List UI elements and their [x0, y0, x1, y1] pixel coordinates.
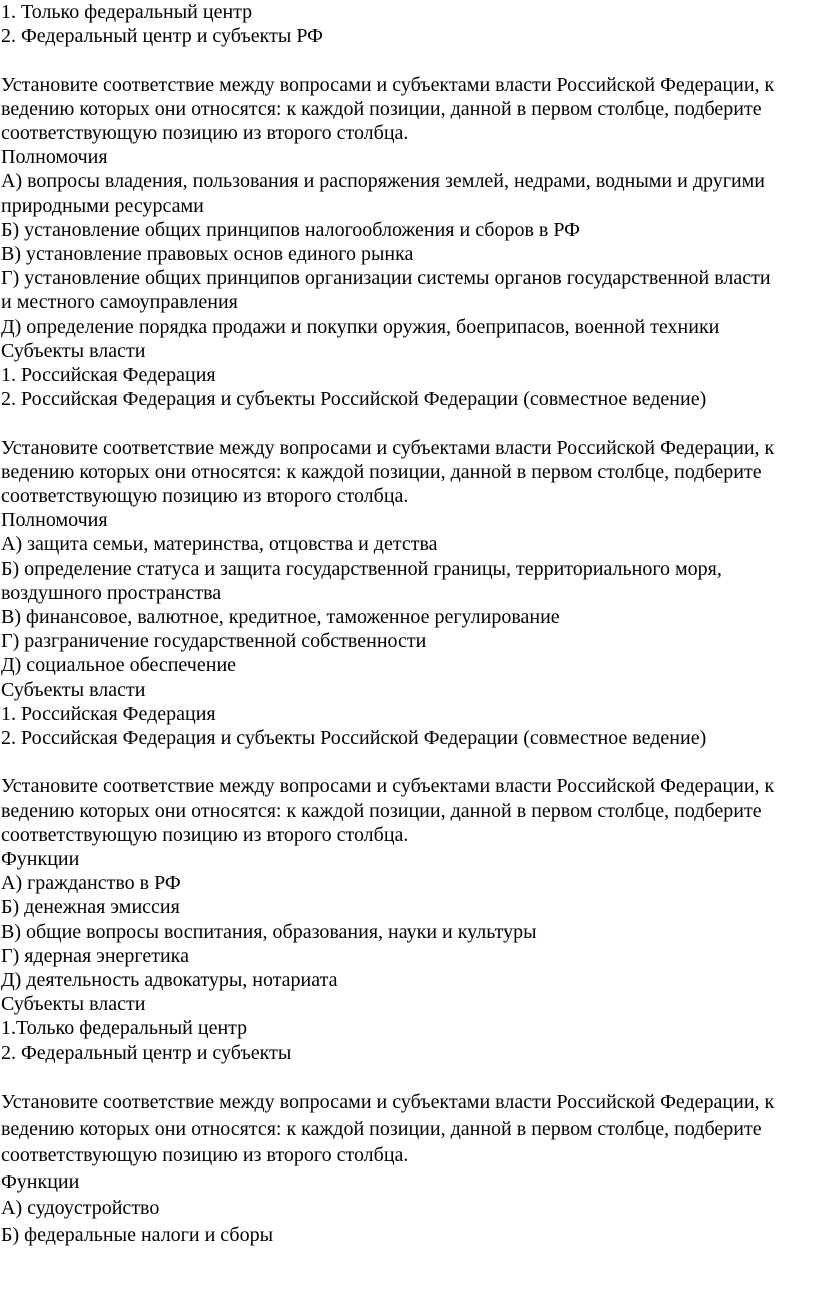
instruction-line: соответствующую позицию из второго столбца.	[1, 485, 409, 508]
blank-line	[1, 750, 816, 774]
option-line: 1. Российская Федерация	[1, 364, 216, 387]
task-4	[1, 1089, 816, 1248]
instruction-line: ведению которых они относятся: к каждой позиции, данной в первом столбце, подберите	[1, 97, 762, 120]
column2-title: Субъекты власти	[1, 993, 146, 1016]
item-line: и местного самоуправления	[1, 291, 238, 314]
item-line: Б) денежная эмиссия	[1, 896, 180, 919]
item-line: А) защита семьи, материнства, отцовства и детства	[1, 533, 438, 556]
instruction-line: Установите соответствие между вопросами и субъектами власти Российской Федерации, к	[1, 436, 775, 459]
subject-option: 1. Только федеральный центр	[1, 1, 253, 23]
item-line: Д) социальное обеспечение	[1, 654, 237, 677]
item-line: В) общие вопросы воспитания, образования, науки и культуры	[1, 920, 537, 943]
item-line: Г) установление общих принципов организации системы органов государственной власти	[1, 267, 771, 290]
item-line: А) вопросы владения, пользования и распоряжения землей, недрами, водными и другими	[1, 170, 766, 193]
item-line: природными ресурсами	[1, 194, 204, 217]
instruction-line: Установите соответствие между вопросами и субъектами власти Российской Федерации, к	[1, 775, 775, 798]
item-line: В) финансовое, валютное, кредитное, таможенное регулирование	[1, 606, 560, 629]
subject-option: 2. Федеральный центр и субъекты РФ	[1, 25, 323, 48]
instruction-line: соответствующую позицию из второго столбца.	[1, 122, 409, 144]
task-1	[1, 73, 816, 412]
column1-title: Полномочия	[1, 146, 108, 169]
blank-line	[1, 1065, 816, 1089]
instruction-line: Установите соответствие между вопросами и субъектами власти Российской Федерации, к	[1, 1091, 775, 1114]
option-line: 2. Российская Федерация и субъекты Российской Федерации (совместное ведение)	[1, 388, 707, 411]
item-line: Б) установление общих принципов налогообложения и сборов в РФ	[1, 218, 580, 241]
item-line: Д) определение порядка продажи и покупки оружия, боеприпасов, военной техники	[1, 315, 720, 338]
instruction-line: ведению которых они относятся: к каждой позиции, данной в первом столбце, подберите	[1, 1117, 762, 1140]
item-line: А) судоустройство	[1, 1197, 160, 1220]
column1-title: Полномочия	[1, 509, 108, 532]
item-line: Б) определение статуса и защита государственной границы, территориального моря,	[1, 557, 722, 580]
intro-block	[1, 0, 816, 48]
instruction-line: соответствующую позицию из второго столбца.	[1, 1144, 409, 1167]
item-line: В) установление правовых основ единого рынка	[1, 243, 414, 266]
item-line: А) гражданство в РФ	[1, 872, 181, 895]
blank-line	[1, 411, 816, 435]
task-2	[1, 436, 816, 751]
instruction-line: ведению которых они относятся: к каждой позиции, данной в первом столбце, подберите	[1, 460, 762, 483]
option-line: 2. Федеральный центр и субъекты	[1, 1041, 292, 1064]
column2-title: Субъекты власти	[1, 678, 146, 701]
task-3	[1, 774, 816, 1064]
instruction-line: Установите соответствие между вопросами и субъектами власти Российской Федерации, к	[1, 73, 775, 96]
item-line: Г) разграничение государственной собственности	[1, 630, 427, 653]
blank-line	[1, 48, 816, 72]
option-line: 1.Только федеральный центр	[1, 1017, 248, 1040]
option-line: 2. Российская Федерация и субъекты Российской Федерации (совместное ведение)	[1, 727, 707, 750]
column2-title: Субъекты власти	[1, 339, 146, 362]
option-line: 1. Российская Федерация	[1, 702, 216, 725]
item-line: воздушного пространства	[1, 581, 222, 604]
item-line: Б) федеральные налоги и сборы	[1, 1223, 274, 1246]
instruction-line: ведению которых они относятся: к каждой позиции, данной в первом столбце, подберите	[1, 799, 762, 822]
item-line: Д) деятельность адвокатуры, нотариата	[1, 969, 338, 992]
item-line: Г) ядерная энергетика	[1, 944, 189, 967]
instruction-line: соответствующую позицию из второго столбца.	[1, 823, 409, 846]
column1-title: Функции	[1, 848, 80, 871]
column1-title: Функции	[1, 1170, 80, 1193]
